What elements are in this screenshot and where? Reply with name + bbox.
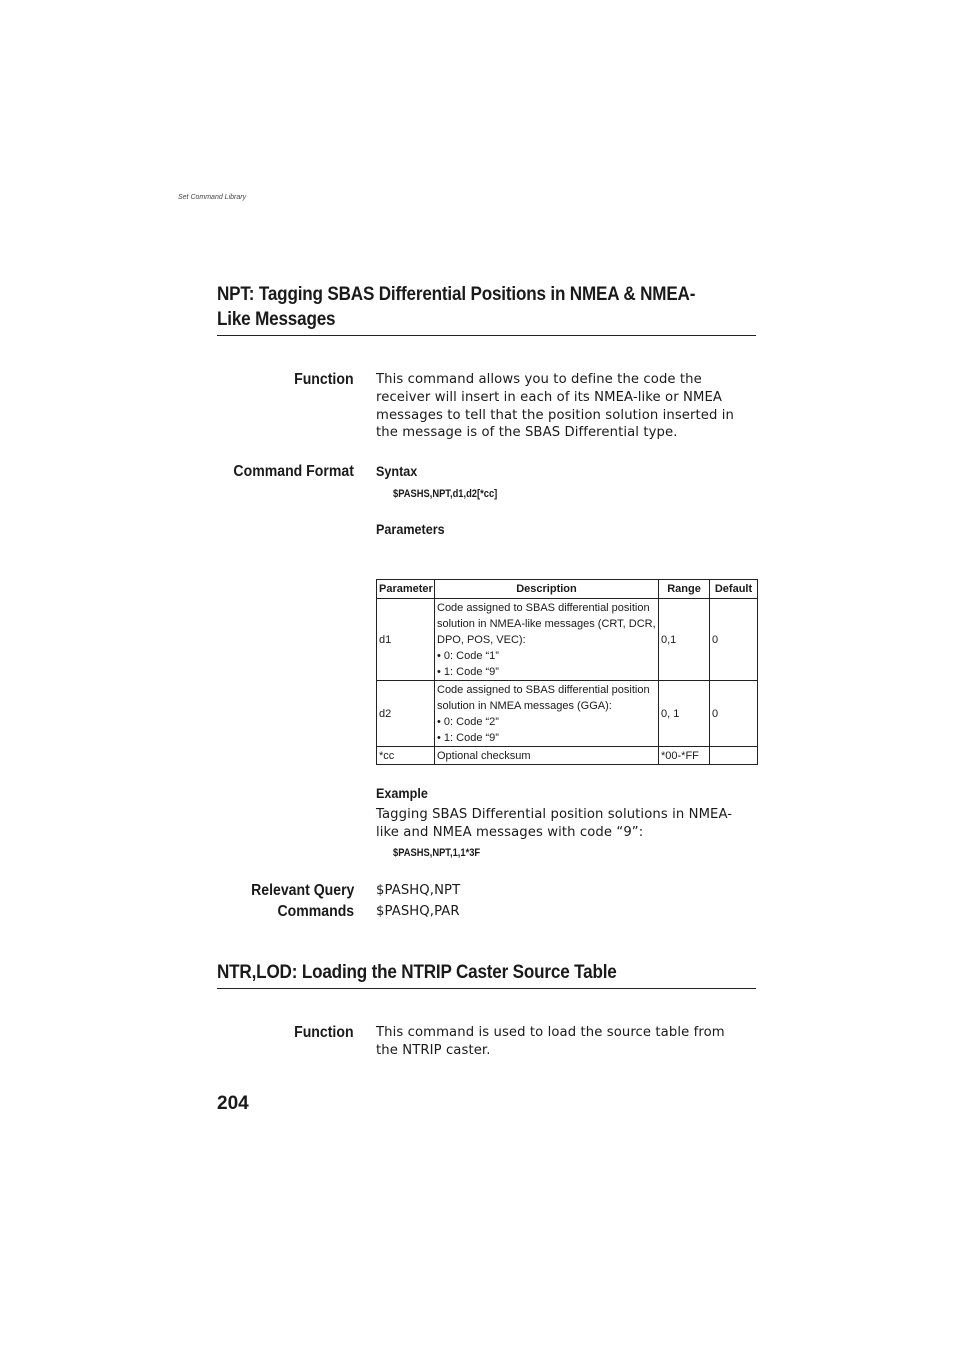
query-command: $PASHQ,PAR — [376, 904, 460, 919]
description-cell — [435, 681, 659, 747]
section-title-npt: NPT: Tagging SBAS Differential Positions in NMEA & NMEA-Like Messages — [217, 284, 696, 330]
table-row — [377, 599, 758, 681]
range-cell: 0, 1 — [659, 681, 710, 747]
table-row — [377, 747, 758, 765]
parameters-table — [376, 579, 758, 765]
syntax-heading: Syntax — [376, 463, 418, 479]
param-cell: d1 — [377, 599, 435, 681]
default-cell: 0 — [710, 681, 758, 747]
example-heading: Example — [376, 785, 428, 801]
param-cell: *cc — [377, 747, 435, 765]
example-description: Tagging SBAS Differential position solutions in NMEA-like and NMEA messages with code “9”: — [376, 807, 733, 840]
section-rule — [217, 988, 756, 989]
query-command: $PASHQ,NPT — [376, 883, 461, 898]
function-description: This command allows you to define the code the receiver will insert in each of its NMEA-like or NMEA messages to tell that the position solution inserted in the message is of the SBAS Differential type. — [376, 372, 735, 441]
function-description: This command is used to load the source table from the NTRIP caster. — [376, 1025, 725, 1058]
table-header-cell: Default — [710, 580, 758, 599]
parameters-heading: Parameters — [376, 521, 445, 537]
description-text: Code assigned to SBAS differential position solution in NMEA-like messages (CRT, DCR, DPO, POS, VEC): — [437, 601, 656, 646]
section-rule — [217, 335, 756, 336]
description-cell: Optional checksum — [435, 747, 659, 765]
bullet-list — [437, 648, 656, 680]
description-text: Code assigned to SBAS differential position solution in NMEA messages (GGA): — [437, 683, 650, 712]
range-cell: 0,1 — [659, 599, 710, 681]
default-cell — [710, 747, 758, 765]
running-header: Set Command Library — [178, 194, 247, 201]
list-item: • 1: Code “9” — [437, 730, 656, 746]
relevant-query-label-cont: Commands — [277, 903, 354, 920]
list-item: • 0: Code “2” — [437, 714, 656, 730]
page-number: 204 — [217, 1093, 249, 1114]
range-cell: *00-*FF — [659, 747, 710, 765]
list-item: • 1: Code “9” — [437, 664, 656, 680]
bullet-list — [437, 714, 656, 746]
table-header-cell: Description — [435, 580, 659, 599]
description-cell — [435, 599, 659, 681]
table-row — [377, 681, 758, 747]
relevant-query-label: Relevant Query — [250, 882, 354, 899]
default-cell: 0 — [710, 599, 758, 681]
syntax-code: $PASHS,NPT,d1,d2[*cc] — [393, 488, 498, 500]
param-cell: d2 — [377, 681, 435, 747]
table-header-row — [377, 580, 758, 599]
function-label: Function — [294, 1024, 354, 1041]
section-title-ntr-lod: NTR,LOD: Loading the NTRIP Caster Source Table — [217, 962, 617, 983]
command-format-label: Command Format — [233, 463, 354, 480]
example-code: $PASHS,NPT,1,1*3F — [393, 847, 481, 859]
function-label: Function — [294, 371, 354, 388]
list-item: • 0: Code “1” — [437, 648, 656, 664]
table-header-cell: Parameter — [377, 580, 435, 599]
table-header-cell: Range — [659, 580, 710, 599]
